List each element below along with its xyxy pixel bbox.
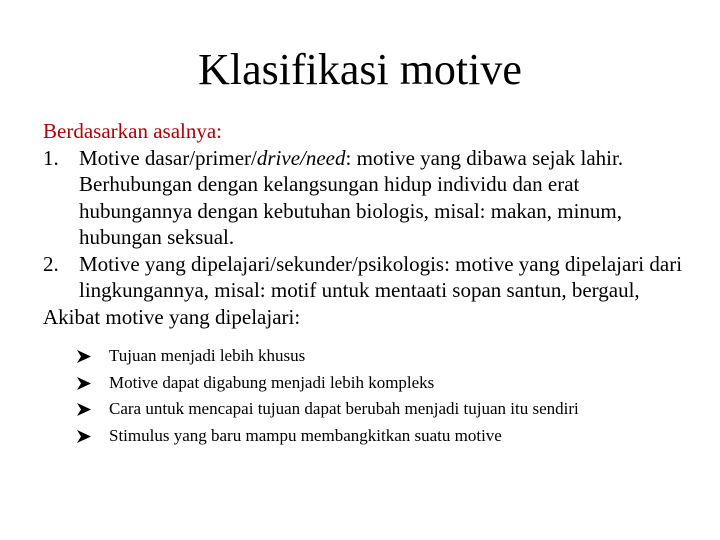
section-heading-effect: Akibat motive yang dipelajari: [43, 304, 301, 329]
bullet-text: Motive dapat digabung menjadi lebih kompleks [109, 372, 435, 392]
list-item [43, 251, 683, 304]
item-text-before: Motive dasar/primer/ [79, 145, 257, 170]
list-number: 1. [43, 145, 59, 170]
bullet-list [43, 343, 683, 449]
numbered-list [43, 145, 683, 304]
bullet-item [43, 370, 683, 397]
slide-title: Klasifikasi motive [198, 45, 522, 94]
bullet-item [43, 423, 683, 450]
item-text-italic: drive/need [256, 145, 346, 170]
list-item [43, 145, 683, 251]
arrowhead-bullet-icon [77, 403, 91, 416]
item-text-after: : motive yang dibawa sejak lahir. Berhubungan dengan kelangsungan hidup individu dan erat hubungannya dengan kebutuhan biologis, misal: makan, minum, hubungan seksual. [79, 145, 624, 249]
arrowhead-bullet-icon [77, 430, 91, 443]
bullet-text: Stimulus yang baru mampu membangkitkan suatu motive [109, 425, 502, 445]
list-number: 2. [43, 251, 59, 276]
bullet-item [43, 343, 683, 370]
slide-body [43, 118, 683, 449]
section-heading-origin: Berdasarkan asalnya: [43, 119, 223, 143]
bullet-item [43, 396, 683, 423]
bullet-text: Cara untuk mencapai tujuan dapat berubah menjadi tujuan itu sendiri [109, 399, 579, 418]
item-text: Motive yang dipelajari/sekunder/psikologis: motive yang dipelajari dari lingkungannya, misal: motif untuk mentaati sopan santun, bergaul, [79, 251, 683, 302]
arrowhead-bullet-icon [77, 377, 91, 390]
bullet-text: Tujuan menjadi lebih khusus [109, 346, 306, 365]
arrowhead-bullet-icon [77, 350, 91, 363]
